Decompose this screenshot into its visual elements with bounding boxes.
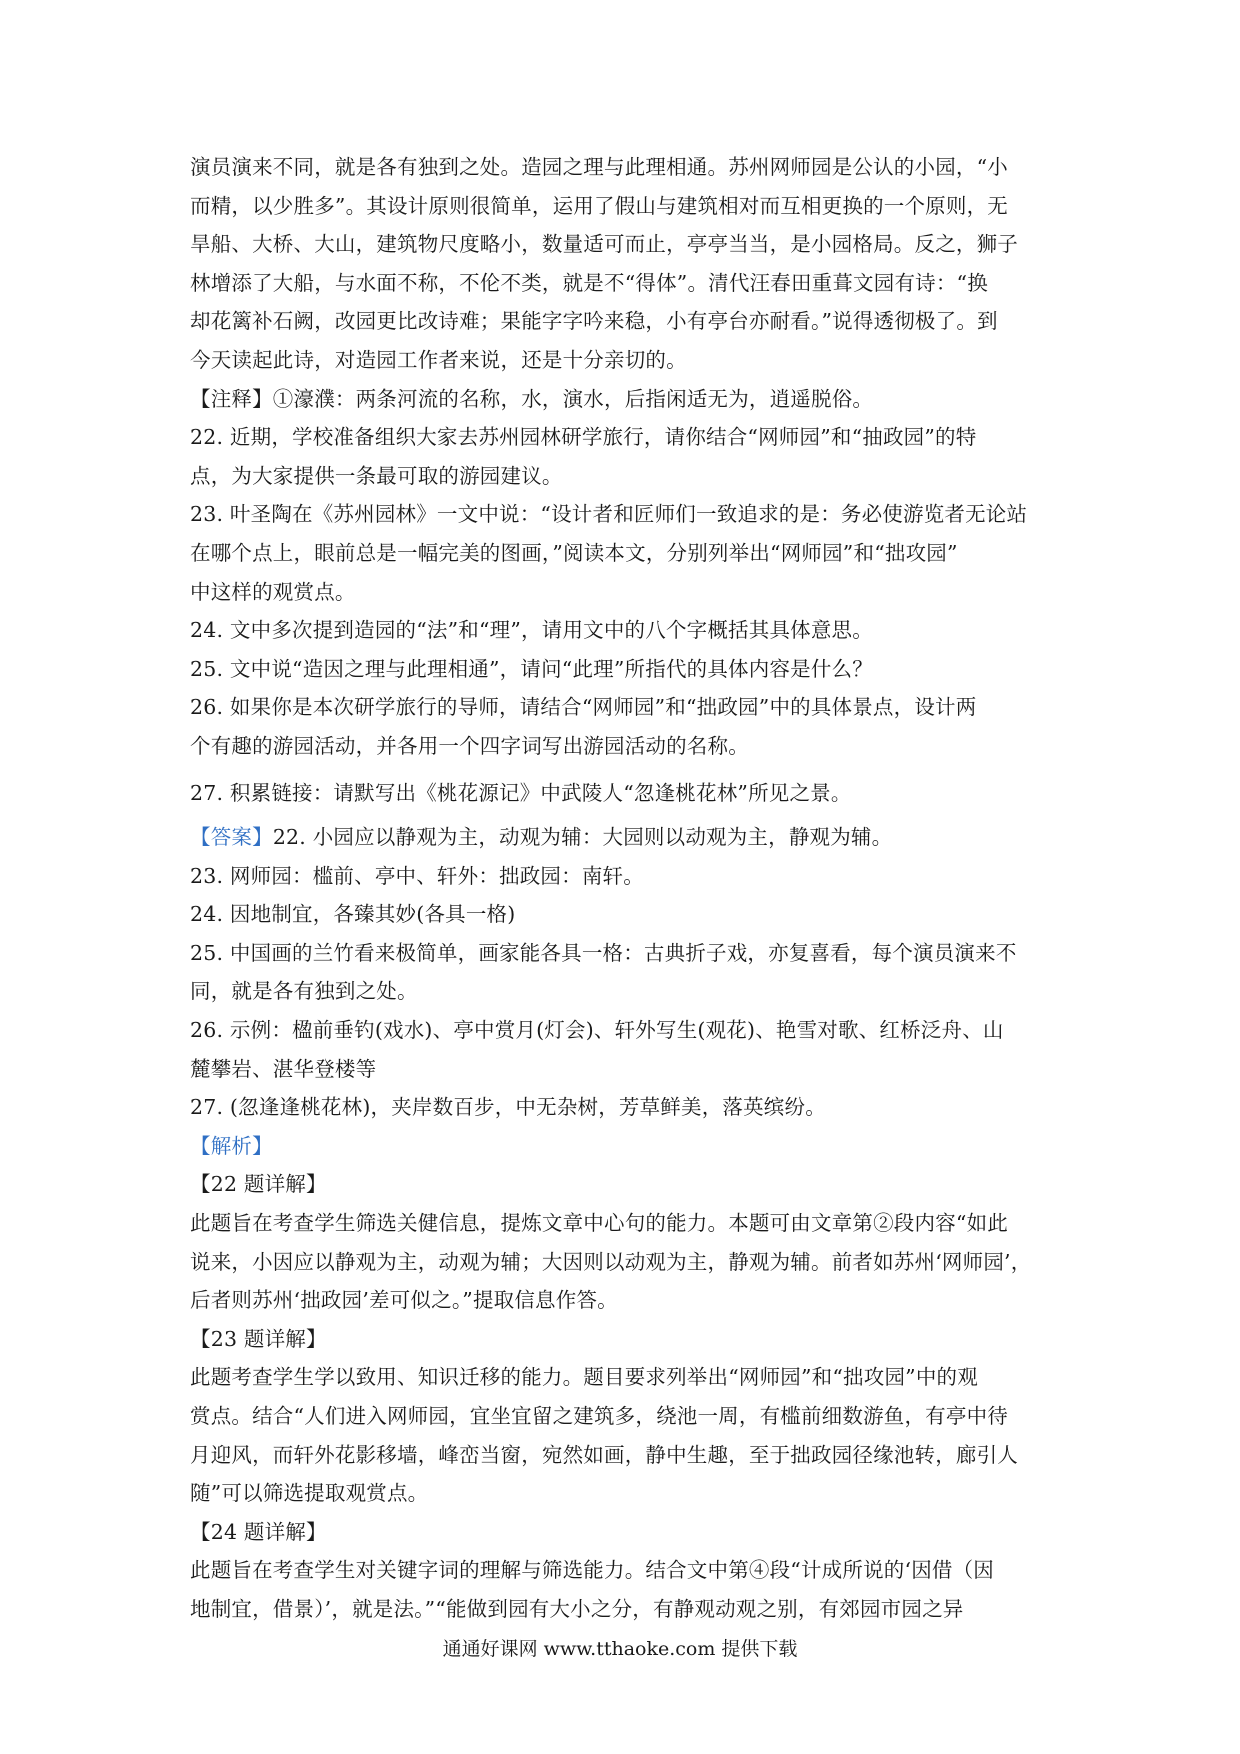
question-line: 点，为大家提供一条最可取的游园建议。 bbox=[190, 463, 563, 488]
passage-line: 旱船、大桥、大山，建筑物尺度略小，数量适可而止，亭亭当当，是小园格局。反之，狮子 bbox=[190, 232, 1018, 257]
analysis-line: 赏点。结合“人们进入网师园，宜坐宜留之建筑多，绕池一周，有槛前细数游鱼，有亭中待 bbox=[190, 1404, 1008, 1428]
question-line: 26. 如果你是本次研学旅行的导师，请结合“网师园”和“拙政园”中的具体景点，设计两 bbox=[190, 695, 977, 720]
answer-text: 22. 小园应以静观为主，动观为辅：大园则以动观为主，静观为辅。 bbox=[272, 825, 893, 850]
answers-section bbox=[190, 818, 1060, 1127]
passage-line: 今天读起此诗，对造园工作者来说，还是十分亲切的。 bbox=[190, 347, 687, 372]
question-line: 在哪个点上，眼前总是一幅完美的图画，”阅读本文，分别列举出“网师园”和“拙攻园” bbox=[190, 540, 958, 565]
answer-line: 23. 网师园：槛前、亭中、轩外：拙政园：南轩。 bbox=[190, 863, 644, 888]
analysis-line: 后者则苏州‘拙政园’差可似之。”提取信息作答。 bbox=[190, 1288, 618, 1313]
analysis-line: 地制宜，借景）’，就是法。”“能做到园有大小之分，有静观动观之别，有郊园市园之异 bbox=[190, 1596, 964, 1621]
answer-line: 25. 中国画的兰竹看来极简单，画家能各具一格：古典折子戏，亦复喜看，每个演员演来不 bbox=[190, 940, 1017, 965]
question-line: 个有趣的游园活动，并各用一个四字词写出游园活动的名称。 bbox=[190, 733, 749, 758]
analysis-tag: 【解析】 bbox=[190, 1133, 273, 1158]
footer-text: 通通好课网 www.tthaoke.com 提供下载 bbox=[442, 1638, 798, 1660]
analysis-line: 月迎风，而轩外花影移墙，峰峦当窗，宛然如画，静中生趣，至于拙政园径缘池转，廊引人 bbox=[190, 1442, 1018, 1467]
question-line: 23. 叶圣陶在《苏州园林》一文中说：“设计者和匠师们一致追求的是：务必使游览者无论站 bbox=[190, 502, 1028, 527]
passage-section bbox=[190, 148, 1060, 380]
analysis-heading: 【22 题详解】 bbox=[190, 1172, 327, 1197]
analysis-line: 此题旨在考查学生筛选关健信息，提炼文章中心句的能力。本题可由文章第②段内容“如此 bbox=[190, 1211, 1008, 1236]
analysis-section bbox=[190, 1127, 1060, 1629]
passage-line: 演员演来不同，就是各有独到之处。造园之理与此理相通。苏州网师园是公认的小园，“小 bbox=[190, 155, 1008, 179]
question-line: 中这样的观赏点。 bbox=[190, 579, 356, 604]
passage-line: 林增添了大船，与水面不称，不伦不类，就是不“得体”。清代汪春田重葺文园有诗：“换 bbox=[190, 270, 988, 295]
analysis-heading: 【24 题详解】 bbox=[190, 1519, 327, 1544]
document-body bbox=[190, 148, 1060, 1629]
analysis-line: 随”可以筛选提取观赏点。 bbox=[190, 1481, 429, 1506]
answer-tag: 【答案】 bbox=[190, 825, 273, 850]
question-27-mark: 。 bbox=[830, 780, 852, 805]
passage-line: 却花篱补石阙，改园更比改诗难；果能字字吟来稳，小有亭台亦耐看。”说得透彻极了。到 bbox=[190, 309, 998, 334]
page-footer bbox=[0, 1634, 1240, 1661]
analysis-line: 此题旨在考查学生对关键字词的理解与筛选能力。结合文中第④段“计成所说的‘因借（因 bbox=[190, 1558, 994, 1583]
annotation-note: 【注释】①濠濮：两条河流的名称，水，演水，后指闲适无为，逍遥脱俗。 bbox=[190, 386, 874, 411]
analysis-heading: 【23 题详解】 bbox=[190, 1326, 327, 1351]
answer-line: 27. (忽逢逢桃花林)，夹岸数百步，中无杂树，芳草鲜美，落英缤纷。 bbox=[190, 1095, 826, 1120]
answer-line: 麓攀岩、湛华登楼等 bbox=[190, 1056, 377, 1081]
question-line: 25. 文中说“造因之理与此理相通”，请问“此理”所指代的具体内容是什么？ bbox=[190, 656, 873, 681]
analysis-line: 说来，小因应以静观为主，动观为辅；大因则以动观为主，静观为辅。前者如苏州‘网师园’， bbox=[190, 1249, 1032, 1274]
question-line: 24. 文中多次提到造园的“法”和“理”，请用文中的八个字概括其具体意思。 bbox=[190, 618, 873, 643]
answer-line: 24. 因地制宜，各臻其妙(各具一格) bbox=[190, 902, 516, 927]
question-27 bbox=[190, 774, 1060, 813]
answer-line bbox=[190, 818, 1060, 857]
question-line: 22. 近期，学校准备组织大家去苏州园林研学旅行，请你结合“网师园”和“抽政园”的特 bbox=[190, 425, 977, 450]
answer-line: 26. 示例：楹前垂钓(戏水)、亭中赏月(灯会)、轩外写生(观花)、艳雪对歌、红桥泛舟、山 bbox=[190, 1018, 1004, 1043]
answer-line: 同，就是各有独到之处。 bbox=[190, 979, 418, 1004]
passage-line: 而精，以少胜多”。其设计原则很简单，运用了假山与建筑相对而互相更换的一个原则，无 bbox=[190, 193, 1008, 218]
question-27-text: 27. 积累链接：请默写出《桃花源记》中武陵人“忽逢桃花林”所见之景 bbox=[190, 780, 831, 805]
questions-section bbox=[190, 418, 1060, 812]
analysis-line: 此题考查学生学以致用、知识迁移的能力。题目要求列举出“网师园”和“拙攻园”中的观 bbox=[190, 1365, 978, 1390]
